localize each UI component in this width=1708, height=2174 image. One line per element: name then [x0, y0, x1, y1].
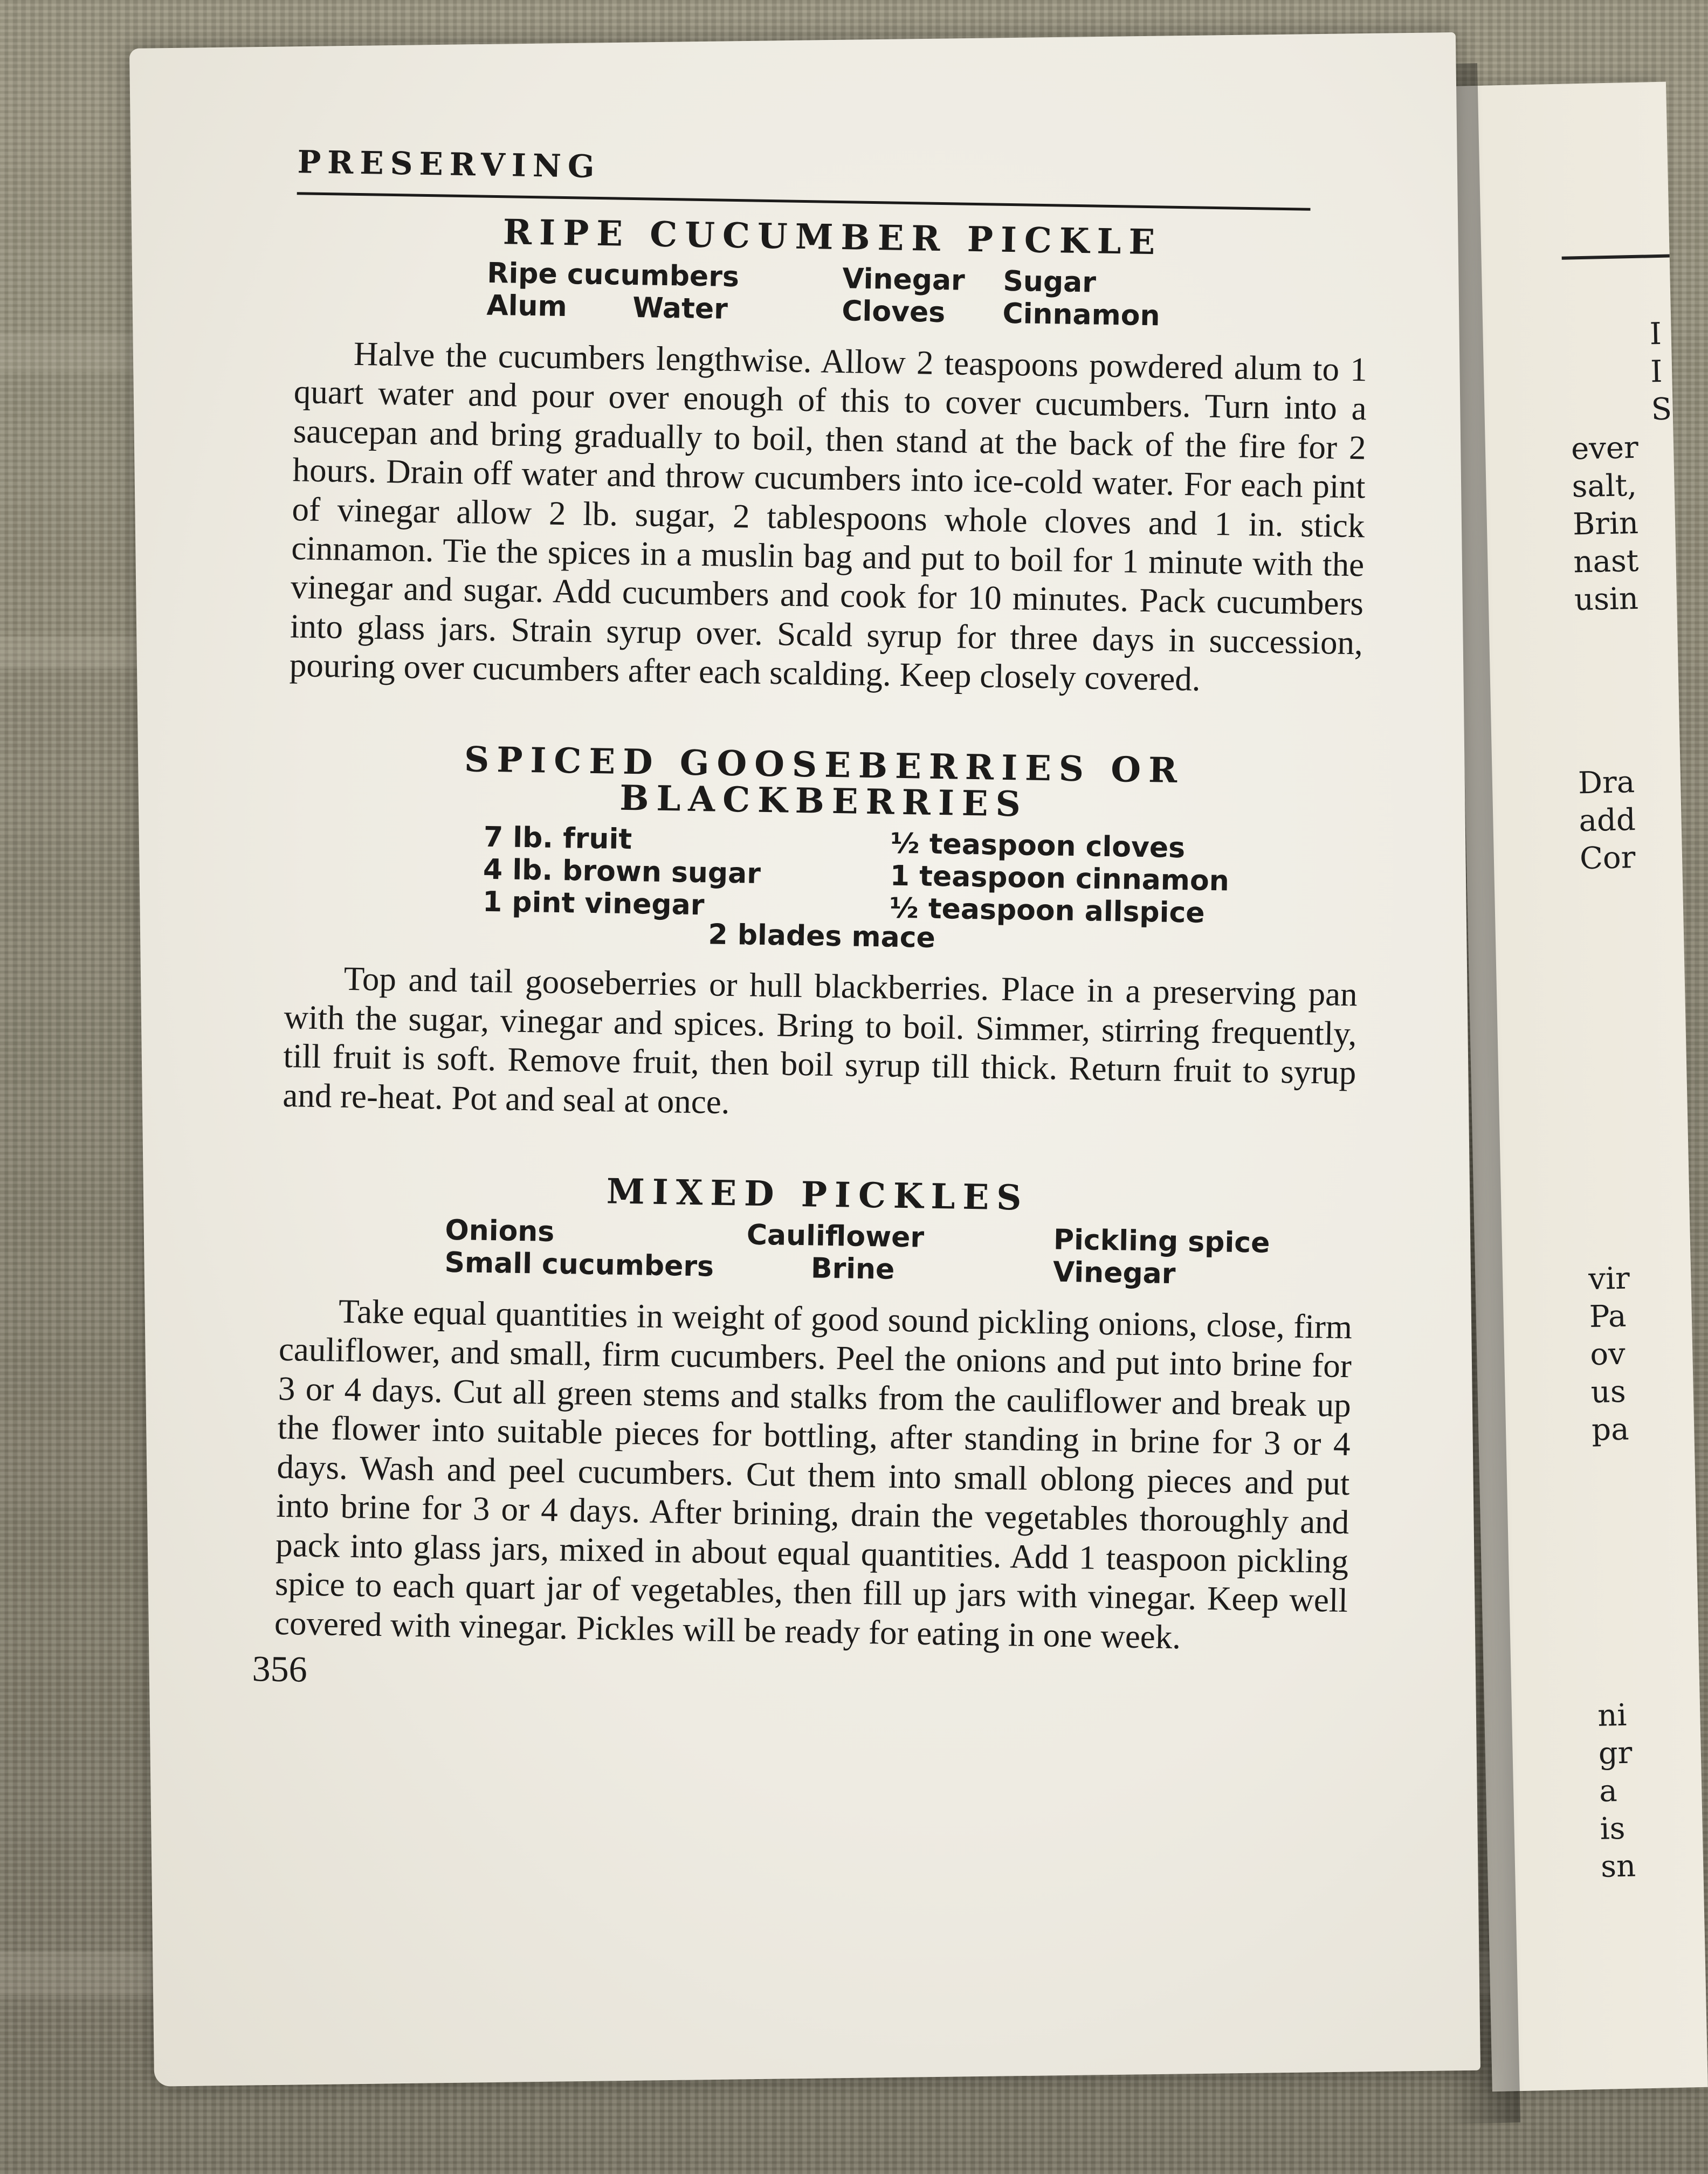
recipe-ripe-cucumber-pickle [289, 211, 1369, 701]
right-page-fragment: Brin [1572, 505, 1639, 542]
ingredient-list [444, 1214, 1270, 1291]
ingredient: Brine [810, 1252, 895, 1286]
ingredient: Pickling spice [1053, 1223, 1270, 1260]
ingredient: Cloves [841, 295, 946, 329]
right-page-fragment: I [1650, 354, 1663, 390]
right-page-fragment: sn [1600, 1848, 1636, 1884]
right-page-fragment: gr [1598, 1735, 1633, 1771]
ingredient: 2 blades mace [708, 918, 936, 955]
ingredient: 7 lb. fruit [483, 821, 632, 856]
ingredient: Cauliflower [746, 1219, 925, 1255]
ingredient: Vinegar [842, 263, 966, 297]
right-page-fragment: ni [1597, 1697, 1628, 1733]
ingredient-list [486, 258, 1177, 333]
ingredient: ½ teaspoon allspice [889, 892, 1206, 930]
recipe-method: Top and tail gooseberries or hull blackberries. Place in a preserving pan with the sugar, vinegar and spices. Bring to boil. Simmer, stirring frequently, till fruit is soft. Remove fruit, then boil syrup till thick. Return fruit to syrup and re-heat. Pot and seal at once. [282, 960, 1358, 1121]
ingredient: Water [632, 291, 728, 326]
right-page-fragment: add [1578, 802, 1636, 839]
page-content [252, 143, 1370, 1707]
right-page-fragment: ov [1589, 1336, 1626, 1373]
right-page-fragment: ever [1571, 430, 1639, 467]
right-page-fragment: Dra [1578, 765, 1635, 801]
ingredient: 1 pint vinegar [482, 885, 705, 921]
right-page-fragment: usin [1574, 581, 1639, 618]
right-page-fragment: Pa [1589, 1298, 1627, 1335]
ingredient: Alum [486, 289, 568, 324]
ingredient: 4 lb. brown sugar [483, 853, 761, 890]
book-page [129, 32, 1480, 2087]
ingredient: 1 teaspoon cinnamon [890, 859, 1230, 898]
ingredient: Vinegar [1052, 1256, 1176, 1291]
page-number: 356 [252, 1648, 308, 1690]
recipe-title-line-2: BLACKBERRIES [619, 778, 1029, 825]
recipe-mixed-pickles [274, 1168, 1355, 1659]
right-page-fragment: vir [1588, 1261, 1630, 1297]
recipe-title: SPICED GOOSEBERRIES OR [464, 739, 1185, 791]
right-page-fragment: nast [1573, 543, 1639, 580]
ingredient: ½ teaspoon cloves [890, 827, 1186, 865]
right-page-rule [1562, 254, 1670, 260]
running-head: PRESERVING [297, 143, 602, 185]
ingredient: Cinnamon [1002, 297, 1161, 333]
right-page-fragment: us [1590, 1374, 1627, 1411]
recipe-method: Take equal quantities in weight of good sound pickling onions, close, firm cauliflower, and small, firm cucumbers. Peel the onions and put into brine for 3 or 4 days. Cut all green stems and stalks from the cauliflower and break up the flower into suitable pieces for bottling, after standing in brine for 3 or 4 days. Wash and peel cucumbers. Cut them into small oblong pieces and put into brine for 3 or 4 days. After brining, drain the vegetables thoroughly and pack into glass jars, mixed in about equal quantities. Add 1 teaspoon pickling spice to each quart jar of vegetables, then fill up jars with vinegar. Keep well covered with vinegar. Pickles will be ready for eating in one week. [274, 1292, 1353, 1656]
ingredient: Ripe cucumbers [486, 257, 740, 294]
ingredient: Small cucumbers [444, 1246, 714, 1283]
recipe-title: RIPE CUCUMBER PICKLE [502, 212, 1163, 263]
right-page-fragment: is [1600, 1811, 1626, 1847]
right-page-fragment: I [1649, 316, 1662, 352]
recipe-method: Halve the cucumbers lengthwise. Allow 2 teaspoons powdered alum to 1 quart water and pour over enough of this to cover cucumbers. Turn into a saucepan and bring gradually to boil, then stand at the back of the fire for 2 hours. Drain off water and throw cucumbers into ice-cold water. For each pint of vinegar allow 2 lb. sugar, 2 tablespoons whole cloves and 1 in. stick cinnamon. Tie the spices in a muslin bag and put to boil for 1 minute with the vinegar and sugar. Add cucumbers and cook for 10 minutes. Pack cucumbers into glass jars. Strain syrup over. Scald syrup for three days in succession, pouring over cucumbers after each scalding. Keep closely covered. [289, 334, 1368, 698]
right-page-fragment: Cor [1579, 840, 1636, 877]
ingredient: Onions [445, 1214, 555, 1249]
right-page-fragment: S [1650, 391, 1672, 428]
recipe-title: MIXED PICKLES [606, 1171, 1030, 1219]
right-page-fragment: salt, [1571, 467, 1637, 505]
right-page-fragment: a [1599, 1773, 1618, 1809]
ingredient: Sugar [1003, 265, 1097, 299]
recipe-spiced-gooseberries [283, 739, 1361, 1132]
ingredient-list [482, 821, 1230, 930]
right-page-fragment: pa [1591, 1412, 1630, 1448]
